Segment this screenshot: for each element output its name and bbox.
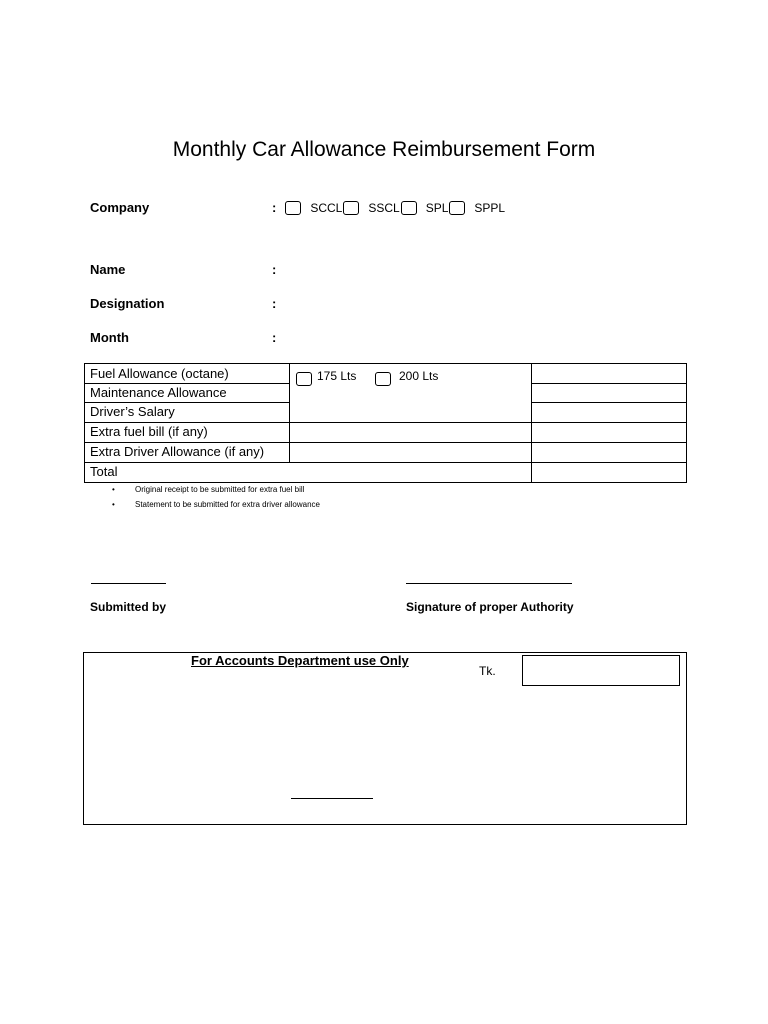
accounts-signature-line: [291, 798, 373, 799]
table-divider: [85, 402, 289, 403]
option-sscl-label: SSCL: [368, 200, 400, 215]
row-extra-driver-allowance: Extra Driver Allowance (if any): [90, 444, 265, 459]
authority-signature-label: Signature of proper Authority: [406, 600, 574, 614]
row-drivers-salary: Driver’s Salary: [90, 404, 175, 419]
option-175-label: 175 Lts: [317, 369, 357, 383]
table-divider: [85, 383, 289, 384]
company-label: Company: [90, 200, 150, 215]
option-200-label: 200 Lts: [399, 369, 439, 383]
option-spl-label: SPL: [425, 200, 449, 215]
note-item: • Original receipt to be submitted for extra fuel bill: [112, 482, 320, 497]
checkbox-sppl[interactable]: [449, 201, 465, 215]
table-column-divider: [531, 364, 532, 482]
allowance-table: [84, 363, 687, 483]
tk-label: Tk.: [479, 664, 496, 678]
checkbox-sscl[interactable]: [343, 201, 359, 215]
checkbox-sccl[interactable]: [285, 201, 301, 215]
option-sccl-label: SCCL: [310, 200, 343, 215]
checkbox-200-lts[interactable]: [375, 372, 391, 386]
row-maintenance-allowance: Maintenance Allowance: [90, 385, 227, 400]
table-divider: [85, 442, 686, 443]
row-total: Total: [90, 464, 118, 479]
checkbox-175-lts[interactable]: [296, 372, 312, 386]
accounts-title: For Accounts Department use Only: [191, 653, 409, 668]
accounts-department-box: [83, 652, 687, 825]
company-options: [272, 200, 506, 215]
tk-amount-field[interactable]: [522, 655, 680, 686]
designation-label: Designation: [90, 296, 165, 311]
fuel-option-200: [375, 366, 438, 386]
submitted-by-label: Submitted by: [90, 600, 167, 614]
submitted-by-signature-line: [91, 583, 166, 584]
table-divider: [85, 422, 686, 423]
table-divider: [531, 383, 686, 384]
name-label: Name: [90, 262, 126, 277]
note-item: • Statement to be submitted for extra driver allowance: [112, 497, 320, 512]
designation-colon: :: [272, 296, 277, 311]
table-column-divider: [289, 364, 290, 462]
authority-signature-line: [406, 583, 572, 584]
fuel-option-175: [296, 366, 356, 386]
month-label: Month: [90, 330, 129, 345]
row-fuel-allowance: Fuel Allowance (octane): [90, 366, 229, 381]
option-sppl-label: SPPL: [474, 200, 506, 215]
table-divider: [531, 402, 686, 403]
table-divider: [85, 462, 686, 463]
company-colon: :: [272, 200, 277, 215]
name-colon: :: [272, 262, 277, 277]
notes-list: [112, 482, 320, 512]
checkbox-spl[interactable]: [401, 201, 417, 215]
row-extra-fuel-bill: Extra fuel bill (if any): [90, 424, 208, 439]
form-title: Monthly Car Allowance Reimbursement Form: [172, 138, 596, 161]
month-colon: :: [272, 330, 277, 345]
